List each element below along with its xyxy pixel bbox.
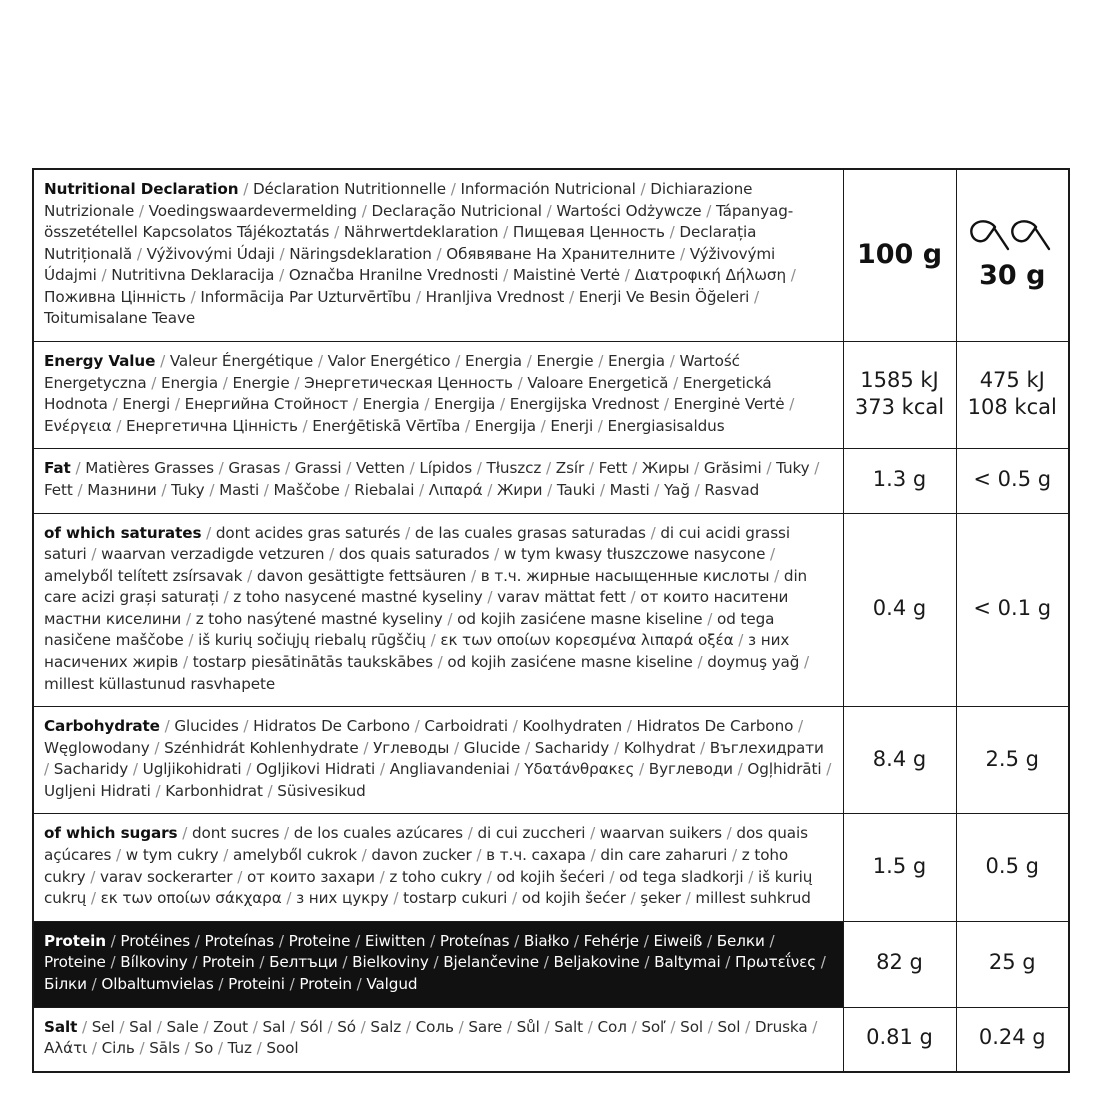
row-energy-value-30 (956, 342, 1069, 449)
row-sugars-description-cell (33, 814, 843, 921)
row-sugars-value-100: 1.5 g (843, 814, 956, 921)
table-header-row (33, 169, 1069, 342)
row-saturates-translations: / dont acides gras saturés / de las cuales grasas saturadas / di cui acidi grassi saturi / waarvan verzadigde vetzuren / dos quais saturados / w tym kwasy tłuszczowe nasycone / amelyből telített zsírsavak / davon gesättigte fettsäuren / в т.ч. жирные насыщенные кислоты / din care acizi grași saturați / z toho nasycené mastné kyseliny / varav mättat fett / от които наситени мастни киселини / z toho nasýtené mastné kyseliny / od kojih zasićene masne kiseline / od tega nasičene maščobe / iš kurių sočiųjų riebalų rūgščių / εκ των οποίων κορεσμένα λιπαρά οξέα / з них насичених жирів / tostarp piesātinātās taukskābes / od kojih zasićene masne kiseline / doymuş yağ / millest küllastunud rasvhapete (44, 523, 810, 693)
row-energy-value-100 (843, 342, 956, 449)
row-saturates-value-30: < 0.1 g (956, 513, 1069, 707)
table-row-fat (33, 449, 1069, 513)
row-saturates-description-cell (33, 513, 843, 707)
nutrition-table-wrapper (32, 168, 1068, 1073)
header-per-serving-label: 30 g (979, 260, 1046, 292)
nutritional-declaration-translations: / Déclaration Nutritionnelle / Información Nutricional / Dichiarazione Nutrizionale / Voedingswaardevermelding / Declaração Nutricional / Wartości Odżywcze / Tápanyag-összetétellel Kapcsolatos Tájékoztatás / Nährwertdeklaration / Пищевая Ценность / Declarația Nutrițională / Výživovými Údaji / Näringsdeklaration / Обявяване На Хранителните / Výživovými Údajmi / Nutritivna Deklaracija / Označba Hranilne Vrednosti / Maistinė Vertė / Διατροφική Δήλωση / Поживна Цінність / Informācija Par Uzturvērtību / Hranljiva Vrednost / Enerji Ve Besin Öğeleri / Toitumisalane Teave (44, 180, 796, 328)
row-fat-value-30: < 0.5 g (956, 449, 1069, 513)
row-fat-description (44, 458, 833, 501)
scoop-icon (967, 218, 1059, 258)
row-salt-value-30: 0.24 g (956, 1007, 1069, 1072)
row-energy-translations: / Valeur Énergétique / Valor Energético / Energia / Energie / Energia / Wartość Energetyczna / Energia / Energie / Энергетическая Ценность / Valoare Energetică / Energetická Hodnota / Energi / Енергийна Стойност / Energia / Energija / Energijska Vrednost / Energinė Vertė / Ενέργεια / Енергетична Цінність / Enerģētiskā Vērtība / Energija / Enerji / Energiasisaldus (44, 352, 795, 435)
table-row-salt (33, 1007, 1069, 1072)
header-per-100-label: 100 g (856, 239, 943, 271)
row-carbohydrate-translations: / Glucides / Hidratos De Carbono / Carboidrati / Koolhydraten / Hidratos De Carbono / Węglowodany / Szénhidrát Kohlenhydrate / Углеводы / Glucide / Sacharidy / Kolhydrat / Въглехидрати / Sacharidy / Ugljikohidrati / Ogljikovi Hidrati / Angliavandeniai / Υδατάνθρακες / Вуглеводи / Ogļhidrāti / Ugljeni Hidrati / Karbonhidrat / Süsivesikud (44, 717, 832, 800)
row-protein-description-cell (33, 921, 843, 1007)
nutritional-declaration-lead: Nutritional Declaration (44, 180, 239, 198)
row-protein-value-30: 25 g (956, 921, 1069, 1007)
row-fat-lead: Fat (44, 459, 71, 478)
row-protein-description (44, 931, 833, 996)
row-energy-description (44, 351, 833, 437)
row-saturates-description (44, 523, 833, 696)
row-saturates-lead: of which saturates (44, 523, 202, 542)
row-fat-value-100: 1.3 g (843, 449, 956, 513)
row-carbohydrate-description (44, 716, 833, 802)
table-row-carbohydrate (33, 707, 1069, 814)
row-salt-description (44, 1017, 833, 1060)
row-energy-lead: Energy Value (44, 352, 156, 371)
table-row-protein (33, 921, 1069, 1007)
row-sugars-value-30: 0.5 g (956, 814, 1069, 921)
nutritional-declaration-header-cell (33, 169, 843, 342)
row-sugars-lead: of which sugars (44, 824, 178, 843)
row-carbohydrate-description-cell (33, 707, 843, 814)
table-row-energy-value (33, 342, 1069, 449)
row-carbohydrate-lead: Carbohydrate (44, 717, 160, 736)
row-energy-description-cell (33, 342, 843, 449)
header-per-100-cell (843, 169, 956, 342)
table-row-saturates (33, 513, 1069, 707)
header-per-serving-cell (956, 169, 1069, 342)
row-fat-translations: / Matières Grasses / Grasas / Grassi / Vetten / Lípidos / Tłuszcz / Zsír / Fett / Жиры / Grăsimi / Tuky / Fett / Мазнини / Tuky / Masti / Maščobe / Riebalai / Λιπαρά / Жири / Tauki / Masti / Yağ / Rasvad (44, 459, 820, 499)
row-carbohydrate-value-100: 8.4 g (843, 707, 956, 814)
nutrition-table (32, 168, 1070, 1073)
row-carbohydrate-value-30: 2.5 g (956, 707, 1069, 814)
row-protein-lead: Protein (44, 931, 106, 950)
nutritional-declaration-header-text (44, 179, 833, 330)
row-salt-description-cell (33, 1007, 843, 1072)
row-energy-value-30-kj: 475 kJ (979, 367, 1045, 392)
row-salt-translations: / Sel / Sal / Sale / Zout / Sal / Sól / Só / Salz / Соль / Sare / Sůl / Salt / Сол / Soľ / Sol / Sol / Druska / Αλάτι / Сіль / Sāls / So / Tuz / Sool (44, 1017, 818, 1058)
row-energy-value-30-kcal: 108 kcal (967, 395, 1057, 420)
row-energy-value-100-kcal: 373 kcal (854, 395, 945, 420)
row-sugars-translations: / dont sucres / de los cuales azúcares / di cui zuccheri / waarvan suikers / dos quais açúcares / w tym cukry / amelyből cukrok / davon zucker / в т.ч. сахара / din care zaharuri / z toho cukry / varav sockerarter / от които захари / z toho cukry / od kojih šećeri / od tega sladkorji / iš kurių cukrų / εκ των οποίων σάκχαρα / з них цукру / tostarp cukuri / od kojih šećer / şeker / millest suhkrud (44, 824, 813, 908)
row-salt-lead: Salt (44, 1017, 78, 1036)
row-energy-value-100-kj: 1585 kJ (860, 367, 939, 392)
row-fat-description-cell (33, 449, 843, 513)
row-salt-value-100: 0.81 g (843, 1007, 956, 1072)
row-sugars-description (44, 823, 833, 909)
table-row-sugars (33, 814, 1069, 921)
row-protein-value-100: 82 g (843, 921, 956, 1007)
row-protein-translations: / Protéines / Proteínas / Proteine / Eiwitten / Proteínas / Białko / Fehérje / Eiweiß / Белки / Proteine / Bílkoviny / Protein / Белтъци / Bielkoviny / Bjelančevine / Beljakovine / Baltymai / Πρωτεΐνες / Білки / Olbaltumvielas / Proteini / Protein / Valgud (44, 931, 826, 993)
row-saturates-value-100: 0.4 g (843, 513, 956, 707)
